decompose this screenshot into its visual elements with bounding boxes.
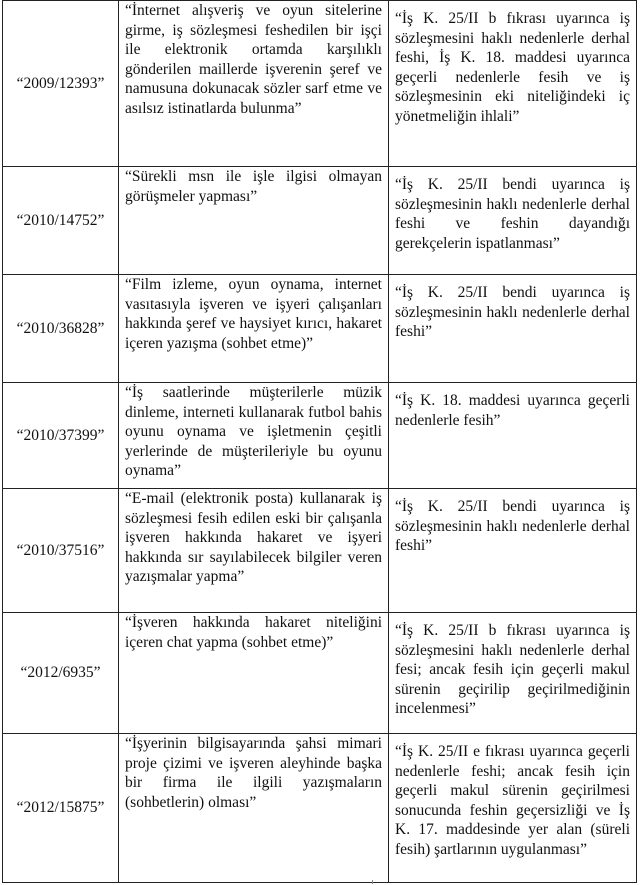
internet-misuse-description: “Sürekli msn ile işle ilgisi olmayan görüşmeler yapması”	[119, 167, 389, 275]
legal-consequence: “İş K. 25/II b fıkrası uyarınca iş sözleşmesini haklı nedenlerle derhal feshi, İş K. 18. maddesi uyarınca geçerli nedenlerle fesih ve iş sözleşmesinin eki niteliğindeki iç yönetmeliğin ihlali”	[389, 1, 637, 167]
decision-number: “2010/37516”	[3, 489, 119, 613]
table-row	[3, 734, 637, 883]
decision-number: “2010/37399”	[3, 383, 119, 489]
table-row	[3, 489, 637, 613]
table-row	[3, 275, 637, 383]
legal-consequence: “İş K. 25/II bendi uyarınca iş sözleşmesinin haklı nedenlerle derhal feshi”	[389, 489, 637, 613]
internet-misuse-description: “İşveren hakkında hakaret niteliğini içeren chat yapma (sohbet etme)”	[119, 613, 389, 734]
table-row	[3, 1, 637, 167]
decision-number: “2012/6935”	[3, 613, 119, 734]
internet-misuse-description: “E-mail (elektronik posta) kullanarak iş sözleşmesi fesih edilen eski bir çalışanla işveren hakkında hakaret ve işyeri hakkında sır sayılabilecek bilgiler veren yazışmalar yapma”	[119, 489, 389, 613]
internet-misuse-description: “Film izleme, oyun oynama, internet vasıtasıyla işveren ve işyeri çalışanları hakkında şeref ve haysiyet kırıcı, hakaret içeren yazışma (sohbet etme)”	[119, 275, 389, 383]
decision-number: “2010/14752”	[3, 167, 119, 275]
internet-misuse-description: “İnternet alışveriş ve oyun sitelerine girme, iş sözleşmesi feshedilen bir işçi ile elektronik ortamda karşılıklı gönderilen maillerde işverenin şeref ve namusuna dokunacak sözler sarf etme ve asılsız istinatlarda bulunma”	[119, 1, 389, 167]
court-decisions-table	[2, 0, 637, 883]
legal-consequence: “İş K. 18. maddesi uyarınca geçerli nedenlerle fesih”	[389, 383, 637, 489]
decision-number: “2009/12393”	[3, 1, 119, 167]
legal-consequence: “İş K. 25/II bendi uyarınca iş sözleşmesinin haklı nedenlerle derhal feshi ve feshin dayandığı gerekçelerin ispatlanması”	[389, 167, 637, 275]
legal-consequence: “İş K. 25/II b fıkrası uyarınca iş sözleşmesini haklı nedenlerle derhal fesi; ancak fesih için geçerli makul sürenin geçirilip geçirilmediğinin incelenmesi”	[389, 613, 637, 734]
internet-misuse-description: “İş saatlerinde müşterilerle müzik dinleme, interneti kullanarak futbol bahis oyunu oynama ve işletmenin çeşitli yerlerinde de müşterileriyle bu oyunu oynama”	[119, 383, 389, 489]
internet-misuse-description: “İşyerinin bilgisayarında şahsi mimari proje çizimi ve işveren aleyhinde başka bir firma ile ilgili yazışmaların (sohbetlerin) olması”	[119, 734, 389, 883]
legal-consequence: “İş K. 25/II bendi uyarınca iş sözleşmesinin haklı nedenlerle derhal feshi”	[389, 275, 637, 383]
table-row	[3, 613, 637, 734]
table-row	[3, 383, 637, 489]
decision-number: “2010/36828”	[3, 275, 119, 383]
decision-number: “2012/15875”	[3, 734, 119, 883]
legal-consequence: “İş K. 25/II e fıkrası uyarınca geçerli nedenlerle feshi; ancak fesih için geçerli makul sürenin geçirilmesi sonucunda feshin geçersizliği ve İş K. 17. maddesinde yer alan (süreli fesih) şartlarının uygulanması”	[389, 734, 637, 883]
table-row	[3, 167, 637, 275]
page-artifact	[372, 880, 373, 884]
